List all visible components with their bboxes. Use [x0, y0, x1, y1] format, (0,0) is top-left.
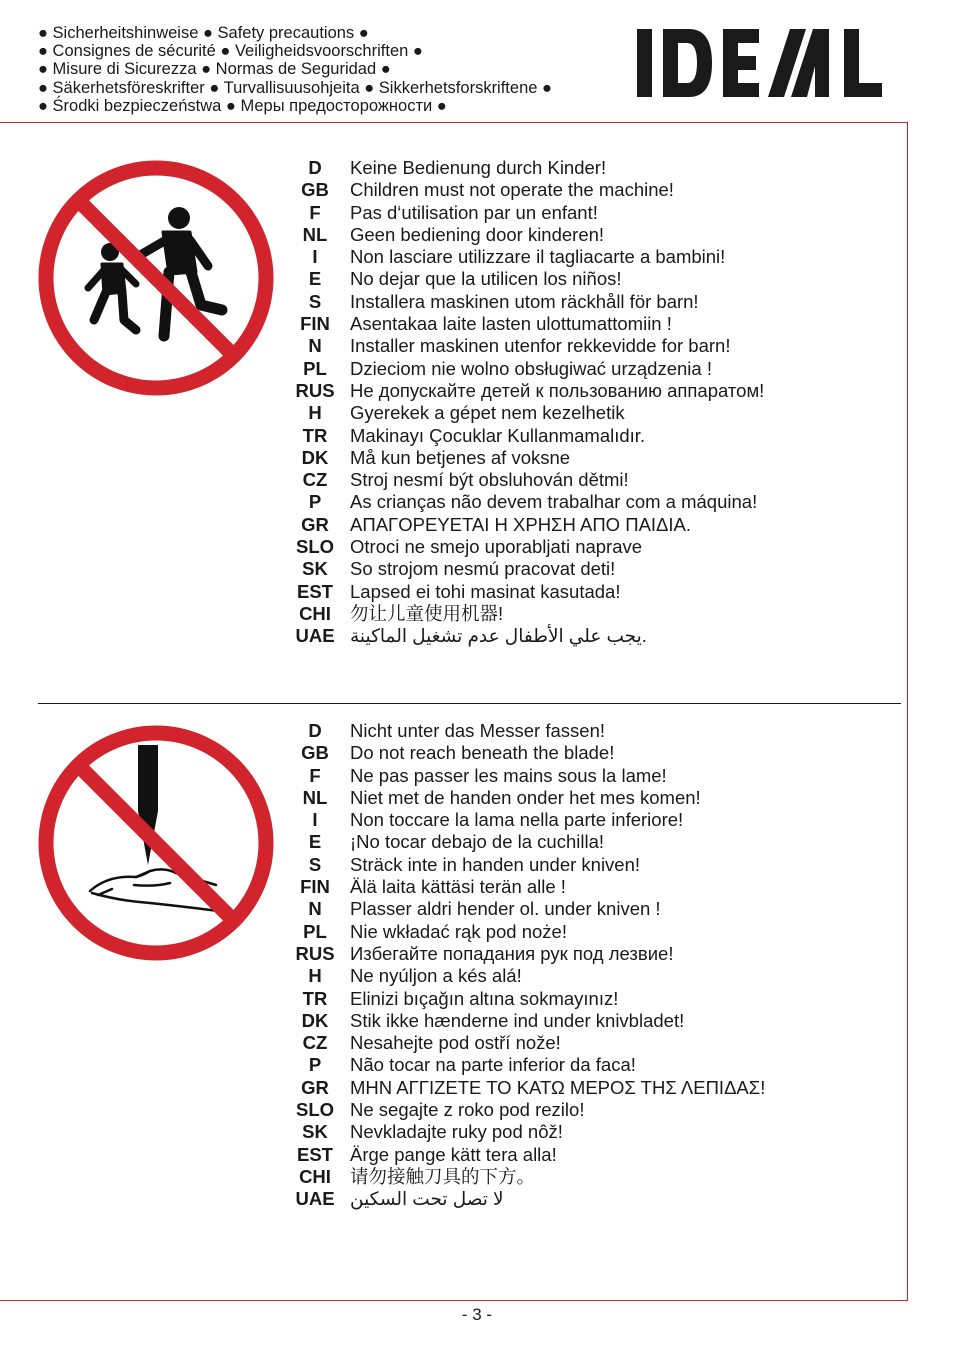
warning-text: ΑΠΑΓΟΡΕΥΕΤΑΙ Η ΧΡΗΣΗ ΑΠΟ ΠΑΙΔΙΑ.	[350, 513, 692, 535]
language-code: D	[308, 157, 322, 178]
warning-text: Nesahejte pod ostří nože!	[350, 1032, 561, 1054]
warning-text: Não tocar na parte inferior da faca!	[350, 1054, 636, 1076]
warning-text: Lapsed ei tohi masinat kasutada!	[350, 580, 621, 602]
table-row	[290, 425, 890, 447]
table-row	[290, 491, 890, 513]
warning-text: Do not reach beneath the blade!	[350, 742, 615, 764]
children-warning-table	[290, 157, 890, 648]
language-code: SK	[302, 558, 328, 580]
table-row	[290, 514, 890, 536]
language-code: DK	[301, 446, 329, 468]
language-code: FIN	[300, 876, 330, 898]
warning-text: Elinizi bıçağın altına sokmayınız!	[350, 987, 619, 1009]
language-code: E	[308, 831, 322, 853]
warning-text: Non lasciare utilizzare il tagliacarte a bambini!	[350, 246, 726, 268]
language-code: NL	[302, 223, 328, 245]
warning-text: يجب علي الأطفال عدم تشغيل الماكينة.	[350, 625, 647, 647]
safety-header	[38, 24, 628, 115]
table-row	[290, 603, 890, 625]
language-code: CZ	[302, 469, 328, 491]
frame-bottom-border	[0, 1300, 908, 1301]
warning-text: Må kun betjenes af voksne	[350, 446, 571, 468]
language-code: DK	[301, 1009, 329, 1031]
frame-right-border	[907, 122, 908, 1300]
language-code: E	[308, 268, 322, 290]
warning-text: لا تصل تحت السكين	[350, 1188, 504, 1210]
warning-text: Dzieciom nie wolno obsługiwać urządzenia !	[350, 357, 712, 379]
frame-top-border	[0, 122, 908, 123]
table-row	[290, 313, 890, 335]
warning-text: Ne pas passer les mains sous la lame!	[350, 764, 667, 786]
language-code: EST	[297, 580, 333, 602]
header-line: ● Consignes de sécurité ● Veiligheidsvoorschriften ●	[38, 42, 423, 61]
warning-text: Не допускайте детей к пользованию аппаратом!	[350, 379, 765, 401]
warning-text: Non toccare la lama nella parte inferiore!	[350, 809, 684, 831]
table-row	[290, 447, 890, 469]
warning-text: Ne segajte z roko pod rezilo!	[350, 1099, 585, 1121]
language-code: S	[308, 290, 322, 312]
warning-text: Plasser aldri hender ol. under kniven !	[350, 898, 661, 920]
warning-text: No dejar que la utilicen los niños!	[350, 268, 622, 290]
language-code: TR	[302, 424, 328, 446]
warning-text: As crianças não devem trabalhar com a máquina!	[350, 491, 758, 513]
warning-text: Makinayı Çocuklar Kullanmamalıdır.	[350, 424, 646, 446]
table-row	[290, 787, 890, 809]
table-row	[290, 1010, 890, 1032]
language-code: UAE	[295, 1188, 335, 1210]
language-code: PL	[303, 357, 327, 379]
table-row	[290, 1188, 890, 1210]
language-code: EST	[297, 1143, 333, 1165]
table-row	[290, 1077, 890, 1099]
table-row	[290, 921, 890, 943]
ideal-logo	[637, 28, 907, 98]
warning-text: Installera maskinen utom räckhåll för barn!	[350, 290, 699, 312]
table-row	[290, 157, 890, 179]
language-code: N	[308, 898, 322, 920]
table-row	[290, 558, 890, 580]
language-code: RUS	[295, 379, 335, 401]
warning-text: 勿让儿童使用机器!	[350, 602, 504, 624]
warning-text: Ne nyúljon a kés alá!	[350, 965, 522, 987]
warning-text: Nicht unter das Messer fassen!	[350, 720, 605, 741]
table-row	[290, 831, 890, 853]
table-row	[290, 1054, 890, 1076]
table-row	[290, 335, 890, 357]
language-code: F	[309, 764, 321, 786]
warning-text: Ärge pange kätt tera alla!	[350, 1143, 557, 1165]
table-row	[290, 224, 890, 246]
table-row	[290, 581, 890, 603]
warning-text: Избегайте попадания рук под лезвие!	[350, 942, 674, 964]
table-row	[290, 1032, 890, 1054]
no-hand-under-blade-icon	[38, 725, 274, 961]
warning-text: Installer maskinen utenfor rekkevidde for barn!	[350, 335, 731, 357]
table-row	[290, 469, 890, 491]
page-number: - 3 -	[461, 1305, 493, 1324]
table-row	[290, 742, 890, 764]
warning-text: Sträck inte in handen under kniven!	[350, 853, 641, 875]
language-code: UAE	[295, 625, 335, 647]
language-code: NL	[302, 786, 328, 808]
table-row	[290, 625, 890, 647]
table-row	[290, 765, 890, 787]
language-code: S	[308, 853, 322, 875]
language-code: N	[308, 335, 322, 357]
warning-text: Gyerekek a gépet nem kezelhetik	[350, 402, 625, 424]
header-line: ● Misure di Sicurezza ● Normas de Seguridad ●	[38, 60, 391, 79]
warning-text: So strojom nesmú pracovat deti!	[350, 558, 616, 580]
language-code: GR	[301, 513, 329, 535]
language-code: CHI	[299, 1165, 331, 1187]
language-code: GB	[301, 742, 329, 764]
warning-text: Pas d‘utilisation par un enfant!	[350, 201, 598, 223]
table-row	[290, 943, 890, 965]
table-row	[290, 876, 890, 898]
table-row	[290, 246, 890, 268]
warning-text: ΜΗΝ ΑΓΓΙΖΕΤΕ ΤΟ ΚΑΤΩ ΜΕΡΟΣ ΤΗΣ ΛΕΠΙΔΑΣ!	[350, 1076, 766, 1098]
language-code: GR	[301, 1076, 329, 1098]
language-code: SK	[302, 1121, 328, 1143]
language-code: CHI	[299, 602, 331, 624]
table-row	[290, 202, 890, 224]
table-row	[290, 720, 890, 742]
language-code: P	[308, 1054, 322, 1076]
language-code: CZ	[302, 1032, 328, 1054]
language-code: SLO	[295, 1099, 335, 1121]
table-row	[290, 1144, 890, 1166]
language-code: TR	[302, 987, 328, 1009]
header-line: ● Säkerhetsföreskrifter ● Turvallisuusohjeita ● Sikkerhetsforskriftene ●	[38, 78, 552, 97]
table-row	[290, 536, 890, 558]
warning-text: Asentakaa laite lasten ulottumattomiin !	[350, 313, 672, 335]
warning-text: Nevkladajte ruky pod nôž!	[350, 1121, 563, 1143]
table-row	[290, 291, 890, 313]
language-code: PL	[303, 920, 327, 942]
warning-text: Älä laita kättäsi terän alle !	[350, 876, 566, 898]
table-row	[290, 988, 890, 1010]
table-row	[290, 1099, 890, 1121]
table-row	[290, 1166, 890, 1188]
no-children-icon	[38, 160, 274, 396]
language-code: H	[308, 402, 322, 424]
table-row	[290, 268, 890, 290]
language-code: RUS	[295, 942, 335, 964]
blade-warning-table	[290, 720, 890, 1211]
language-code: FIN	[300, 313, 330, 335]
language-code: I	[312, 809, 318, 831]
warning-text: Otroci ne smejo uporabljati naprave	[350, 536, 643, 558]
language-code: SLO	[295, 536, 335, 558]
warning-text: Nie wkładać rąk pod noże!	[350, 920, 567, 942]
table-row	[290, 358, 890, 380]
warning-text: Stik ikke hænderne ind under knivbladet!	[350, 1009, 685, 1031]
warning-text: Geen bediening door kinderen!	[350, 223, 605, 245]
language-code: D	[308, 720, 322, 741]
warning-text: Children must not operate the machine!	[350, 179, 674, 201]
language-code: F	[309, 201, 321, 223]
table-row	[290, 809, 890, 831]
warning-text: Keine Bedienung durch Kinder!	[350, 157, 607, 178]
table-row	[290, 402, 890, 424]
warning-text: 请勿接触刀具的下方。	[350, 1165, 536, 1187]
warning-text: Niet met de handen onder het mes komen!	[350, 786, 701, 808]
language-code: GB	[301, 179, 329, 201]
table-row	[290, 898, 890, 920]
header-line: ● Środki bezpieczeństwa ● Меры предосторожности ●	[38, 96, 447, 115]
table-row	[290, 1121, 890, 1143]
language-code: P	[308, 491, 322, 513]
table-row	[290, 965, 890, 987]
warning-text: ¡No tocar debajo de la cuchilla!	[350, 831, 605, 853]
header-line: ● Sicherheitshinweise ● Safety precautions ●	[38, 24, 369, 42]
table-row	[290, 179, 890, 201]
section-divider	[38, 703, 901, 704]
language-code: I	[312, 246, 318, 268]
table-row	[290, 854, 890, 876]
table-row	[290, 380, 890, 402]
warning-text: Stroj nesmí být obsluhován dětmi!	[350, 469, 629, 491]
language-code: H	[308, 965, 322, 987]
